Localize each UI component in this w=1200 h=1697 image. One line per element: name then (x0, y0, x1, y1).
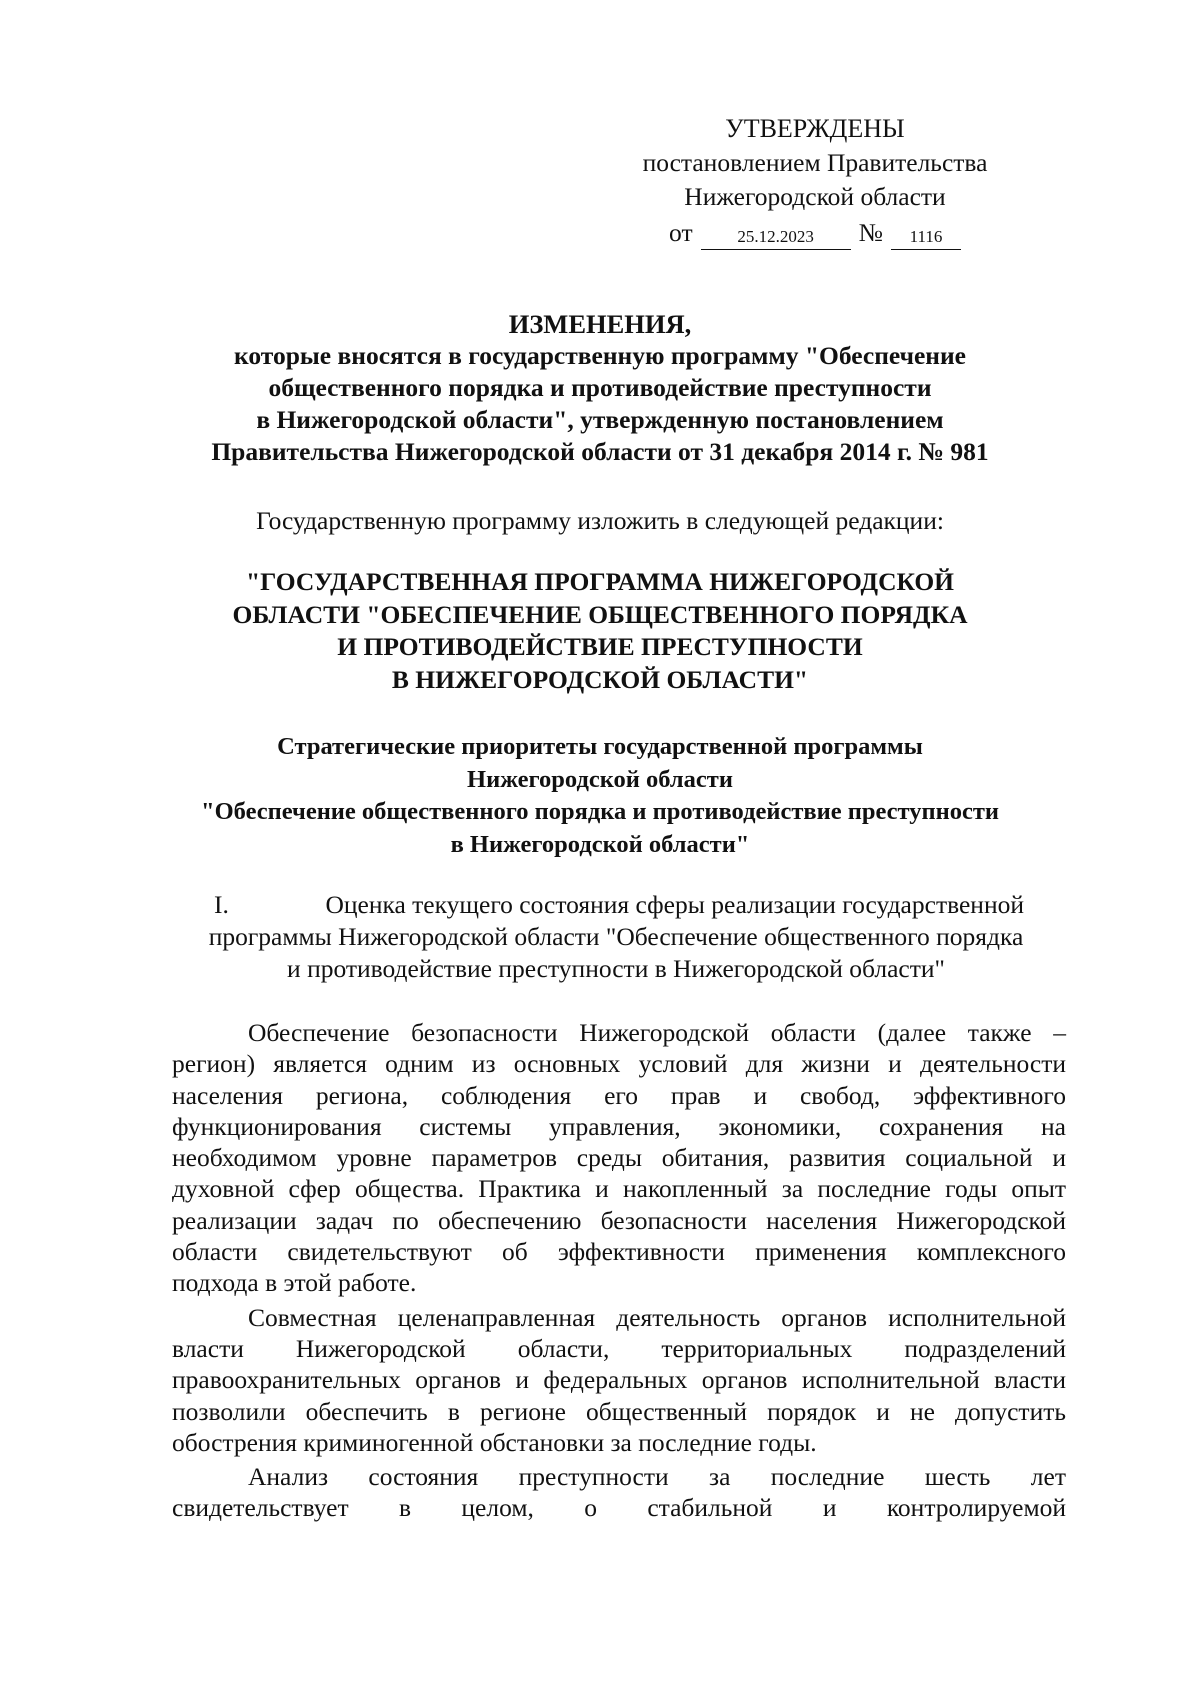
priorities-heading (140, 731, 1060, 861)
paragraph-line: обострения криминогенной обстановки за последние годы. (172, 1427, 817, 1457)
section-title-line: Оценка текущего состояния сферы реализации государственной (325, 890, 1024, 919)
paragraph-line: Обеспечение безопасности Нижегородской области (далее также – (248, 1018, 1066, 1047)
paragraph-line: области свидетельствуют об эффективности применения комплексного (172, 1237, 1066, 1267)
changes-heading-line: которые вносятся в государственную программу "Обеспечение (233, 341, 966, 370)
section-heading-first-line (168, 889, 1064, 921)
paragraph-line: духовной сфер общества. Практика и накопленный за последние годы опыт (172, 1174, 1066, 1204)
paragraph-line: Анализ состояния преступности за последние шесть лет (248, 1462, 1066, 1492)
paragraph-line: Совместная целенаправленная деятельность органов исполнительной (248, 1302, 1066, 1332)
changes-heading-line: ИЗМЕНЕНИЯ, (508, 309, 692, 339)
number-label: № (858, 218, 883, 247)
approval-block (600, 112, 1030, 250)
paragraph-line: позволили обеспечить в регионе общественный порядок и не допустить (172, 1396, 1066, 1426)
section-number: I. (214, 890, 229, 919)
decree-number: 1116 (891, 226, 961, 250)
approved-by-decree: постановлением Правительства (642, 148, 988, 177)
paragraph (172, 1017, 1066, 1299)
paragraph-line: реализации задач по обеспечению безопасности населения Нижегородской (172, 1205, 1066, 1235)
program-title-line: В НИЖЕГОРОДСКОЙ ОБЛАСТИ" (391, 664, 809, 694)
paragraph-line: правоохранительных органов и федеральных органов исполнительной власти (172, 1365, 1066, 1395)
paragraph-line: необходимом уровне параметров среды обитания, развития социальной и (172, 1143, 1066, 1173)
section-heading (168, 889, 1064, 985)
changes-heading-line: Правительства Нижегородской области от 31 декабря 2014 г. № 981 (211, 437, 989, 466)
section-title-line: и противодействие преступности в Нижегородской области" (287, 954, 945, 983)
decree-date-line (600, 216, 1030, 250)
intro-text: Государственную программу изложить в следующей редакции: (256, 506, 944, 535)
priorities-heading-line: Стратегические приоритеты государственной программы (277, 733, 923, 760)
changes-heading (140, 308, 1060, 468)
paragraph-line: подхода в этой работе. (172, 1268, 417, 1298)
program-title-line: ОБЛАСТИ "ОБЕСПЕЧЕНИЕ ОБЩЕСТВЕННОГО ПОРЯДКА (232, 599, 968, 629)
paragraph-line: власти Нижегородской области, территориальных подразделений (172, 1333, 1066, 1363)
section-title-line: программы Нижегородской области "Обеспечение общественного порядка (208, 922, 1024, 951)
paragraph-line: населения региона, соблюдения его прав и свобод, эффективного (172, 1080, 1066, 1110)
priorities-heading-line: Нижегородской области (467, 765, 733, 793)
program-title (140, 566, 1060, 696)
from-label: от (669, 218, 693, 247)
body-text (172, 1017, 1066, 1527)
approved-region: Нижегородской области (684, 182, 946, 211)
program-title-line: "ГОСУДАРСТВЕННАЯ ПРОГРАММА НИЖЕГОРОДСКОЙ (245, 567, 955, 596)
changes-heading-line: в Нижегородской области", утвержденную постановлением (256, 405, 944, 434)
paragraph-line: регион) является одним из основных условий для жизни и деятельности (172, 1049, 1066, 1079)
approved-label: УТВЕРЖДЕНЫ (725, 114, 905, 143)
decree-date: 25.12.2023 (701, 226, 851, 250)
paragraph-line: свидетельствует в целом, о стабильной и контролируемой (172, 1493, 1066, 1523)
paragraph (172, 1302, 1066, 1458)
paragraph-line: функционирования системы управления, экономики, сохранения на (172, 1111, 1066, 1141)
priorities-heading-line: в Нижегородской области" (450, 830, 750, 858)
priorities-heading-line: "Обеспечение общественного порядка и противодействие преступности (200, 798, 999, 825)
changes-heading-line: общественного порядка и противодействие преступности (268, 373, 932, 402)
program-title-line: И ПРОТИВОДЕЙСТВИЕ ПРЕСТУПНОСТИ (337, 632, 863, 661)
paragraph (172, 1461, 1066, 1524)
